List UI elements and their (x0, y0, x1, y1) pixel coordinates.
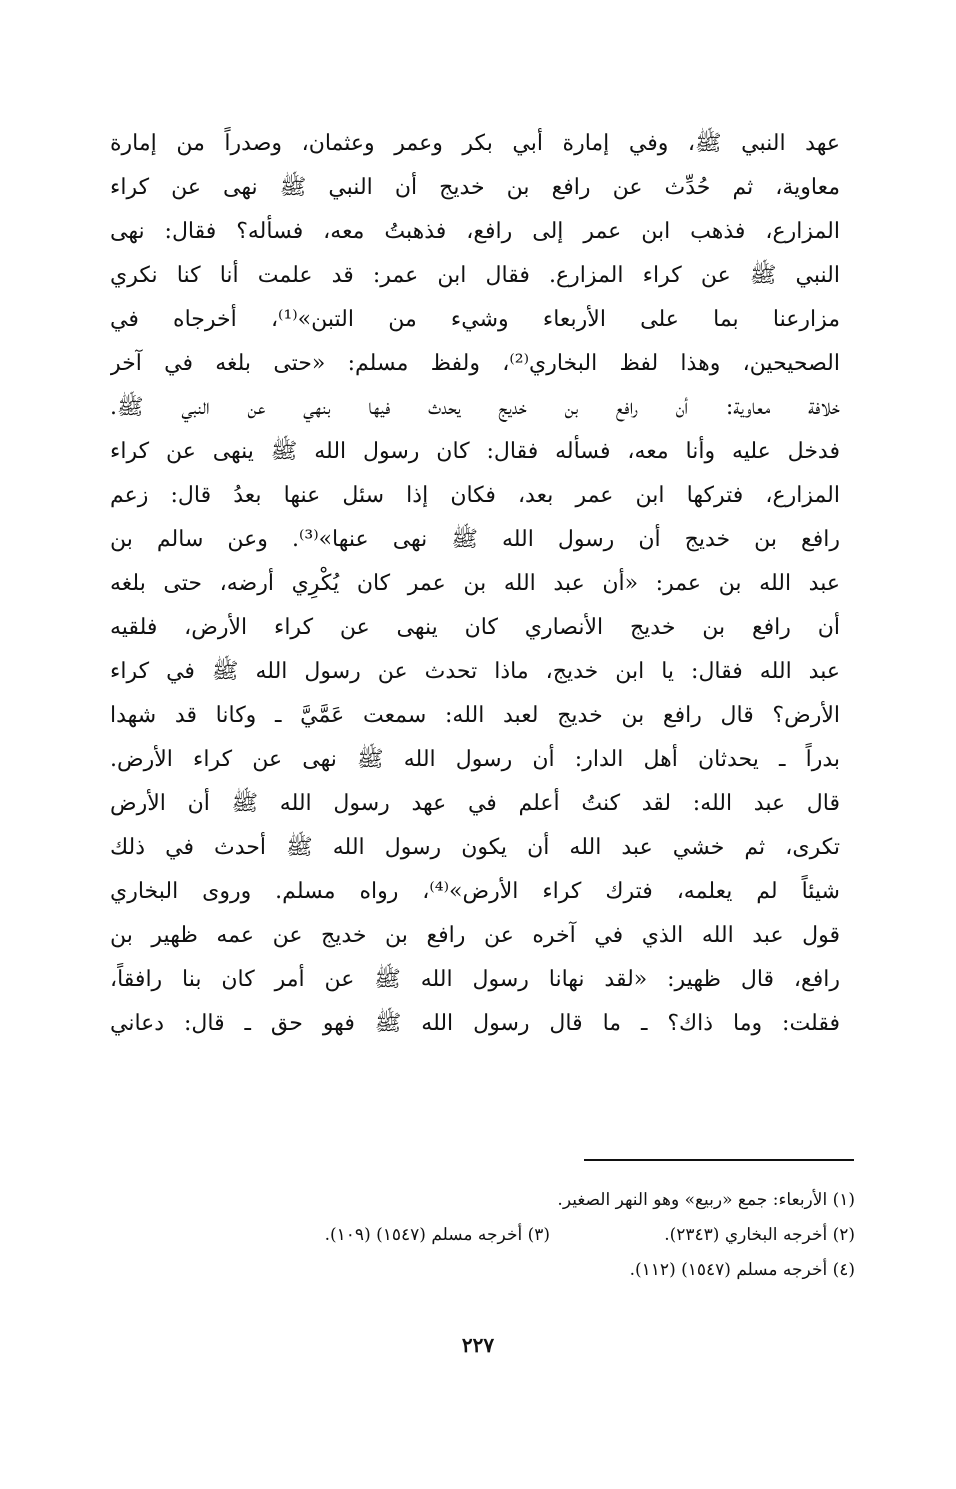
footnote-row (110, 1183, 855, 1218)
footnote-row (110, 1253, 855, 1288)
text-line: معاوية، ثم حُدِّث عن رافع بن خديج أن النبي ﷺ نهى عن كراء (110, 175, 840, 200)
text-line: عبد الله فقال: يا ابن خديج، ماذا تحدث عن رسول الله ﷺ في كراء (110, 659, 840, 684)
text-line: المزارع، فتركها ابن عمر بعد، فكان إذا سئل عنها بعدُ قال: زعم (110, 483, 840, 508)
text-line: رافع بن خديج أن رسول الله ﷺ نهى عنها»⁽³⁾. وعن سالم بن (110, 527, 840, 552)
text-line: الصحيحين، وهذا لفظ البخاري⁽²⁾، ولفظ مسلم: «حتى بلغه في آخر (110, 351, 840, 376)
text-line: عبد الله بن عمر: «أن عبد الله بن عمر كان يُكْرِي أرضه، حتى بلغه (110, 571, 840, 596)
text-line: خلافة معاوية: أن رافع بن خديج يحدث فيها بنهي عن النبي ﷺ. (110, 395, 840, 420)
text-line: قال عبد الله: لقد كنتُ أعلم في عهد رسول الله ﷺ أن الأرض (110, 791, 840, 816)
footnote-separator (584, 1159, 854, 1161)
text-line: شيئاً لم يعلمه، فترك كراء الأرض»⁽⁴⁾، رواه مسلم. وروى البخاري (110, 879, 840, 904)
text-line: فقلت: وما ذاك؟ ـ ما قال رسول الله ﷺ فهو حق ـ قال: دعاني (110, 1011, 840, 1036)
text-line: بدراً ـ يحدثان أهل الدار: أن رسول الله ﷺ نهى عن كراء الأرض. (110, 747, 840, 772)
text-line: عهد النبي ﷺ، وفي إمارة أبي بكر وعمر وعثمان، وصدراً من إمارة (110, 131, 840, 156)
text-line: النبي ﷺ عن كراء المزارع. فقال ابن عمر: قد علمت أنا كنا نكري (110, 263, 840, 288)
text-line: رافع، قال ظهير: «لقد نهانا رسول الله ﷺ عن أمر كان بنا رافقاً، (110, 967, 840, 992)
footnote-4: (٤) أخرجه مسلم (١٥٤٧) (١١٢). (629, 1260, 855, 1280)
body-text (110, 122, 840, 1046)
text-line: قول عبد الله الذي في آخره عن رافع بن خديج عن عمه ظهير بن (110, 923, 840, 948)
footnote-2: (٢) أخرجه البخاري (٢٣٤٣). (664, 1225, 855, 1245)
footnote-row (110, 1218, 855, 1253)
footnotes (110, 1183, 855, 1288)
text-line: أن رافع بن خديج الأنصاري كان ينهى عن كراء الأرض، فلقيه (110, 615, 840, 640)
footnote-1: (١) الأربعاء: جمع «ربيع» وهو النهر الصغير. (557, 1190, 855, 1210)
text-line: الأرض؟ قال رافع بن خديج لعبد الله: سمعت عَمَّيَّ ـ وكانا قد شهدا (110, 703, 840, 728)
text-line: المزارع، فذهب ابن عمر إلى رافع، فذهبتُ معه، فسأله؟ فقال: نهى (110, 219, 840, 244)
footnote-3: (٣) أخرجه مسلم (١٥٤٧) (١٠٩). (324, 1225, 550, 1245)
text-line: تكرى، ثم خشي عبد الله أن يكون رسول الله ﷺ أحدث في ذلك (110, 835, 840, 860)
page-number: ٢٢٧ (461, 1333, 495, 1357)
text-line: مزارعنا بما على الأربعاء وشيء من التبن»⁽¹⁾، أخرجاه في (110, 307, 840, 332)
text-line: فدخل عليه وأنا معه، فسأله فقال: كان رسول الله ﷺ ينهى عن كراء (110, 439, 840, 464)
